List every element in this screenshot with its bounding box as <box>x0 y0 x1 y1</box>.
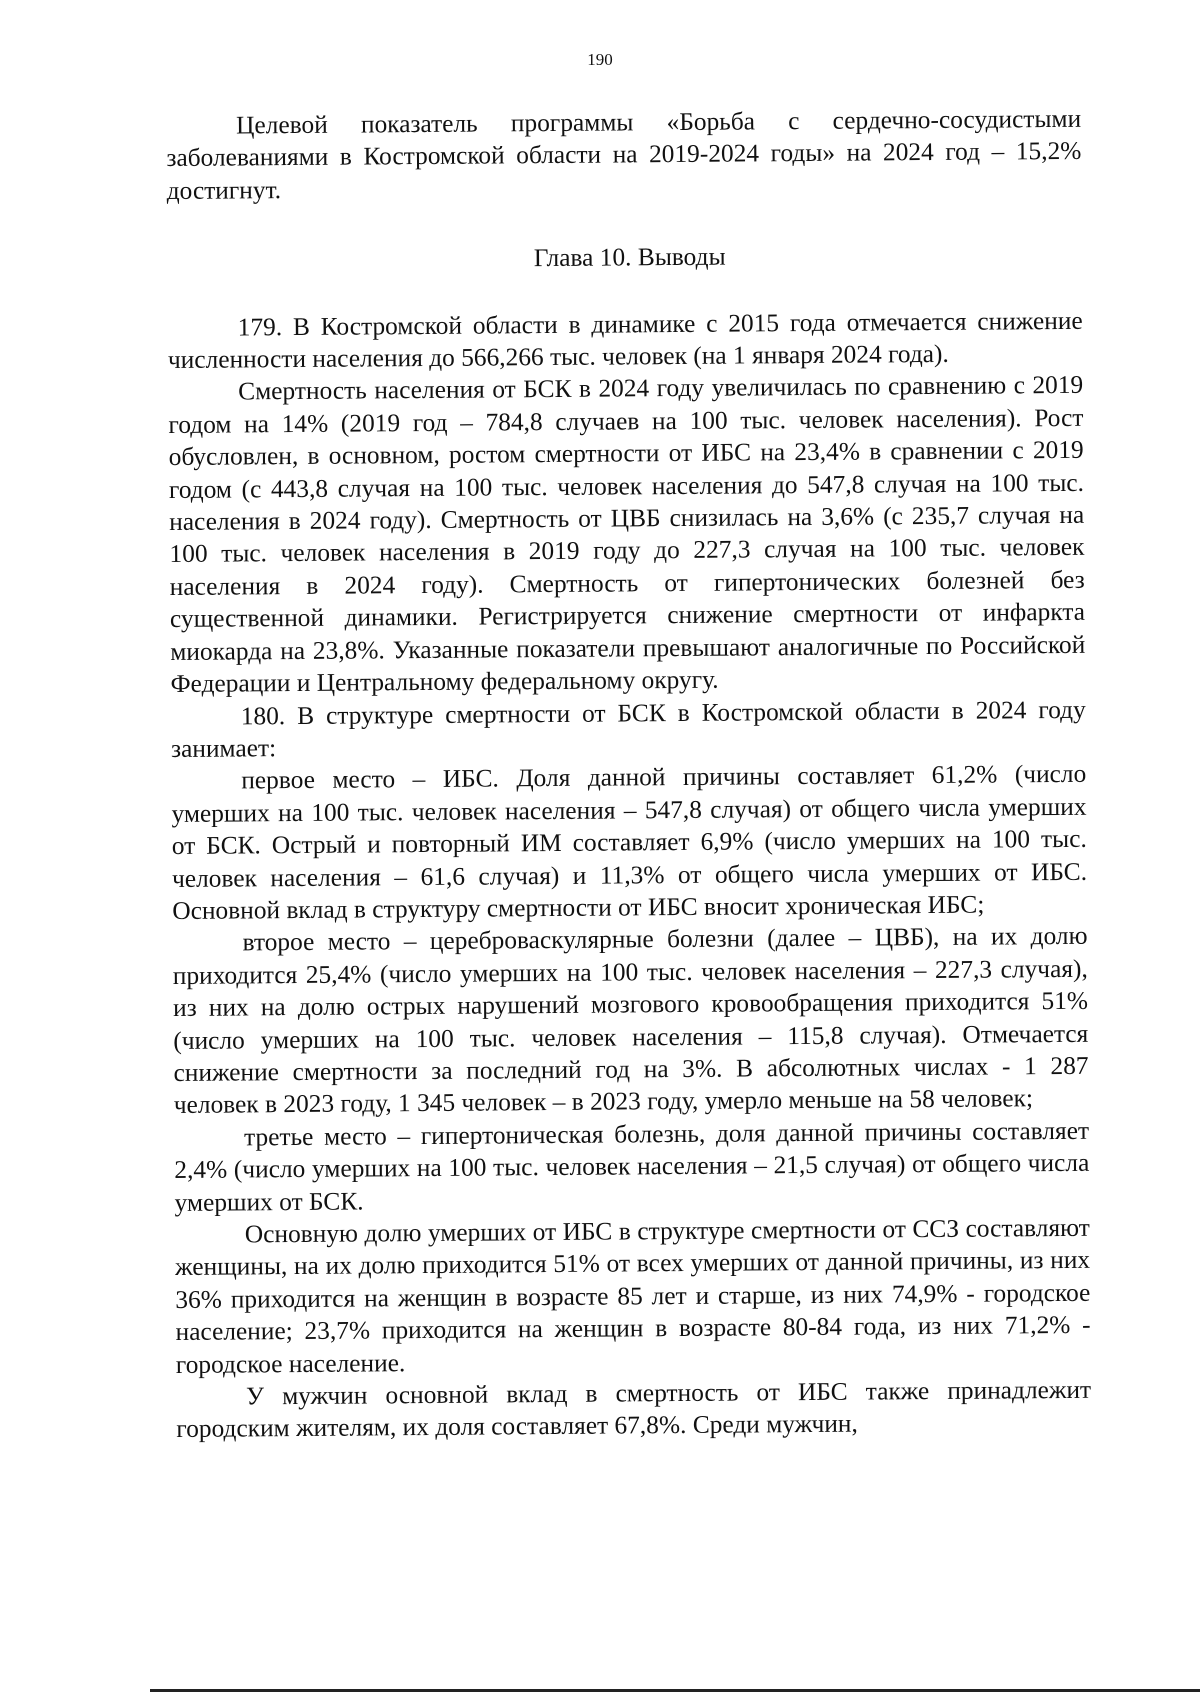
paragraph-bsk-mortality: Смертность населения от БСК в 2024 году увеличилась по сравнению с 2019 годом на 14% (2019 год – 784,8 случаев на 100 тыс. человек населения). Рост обусловлен, в основном, ростом смертности от ИБС на 23,4% в сравнении с 2019 годом (с 443,8 случая на 100 тыс. человек населения до 547,8 случая на 100 тыс. населения в 2024 году). Смертность от ЦВБ снизилась на 3,6% (с 235,7 случая на 100 тыс. человек населения в 2019 году до 227,3 случая на 100 тыс. человек населения в 2024 году). Смертность от гипертонических болезней без существенной динамики. Регистрируется снижение смертности от инфаркта миокарда на 23,8%. Указанные показатели превышают аналогичные по Российской Федерации и Центральному федеральному округу. <box>168 371 1086 699</box>
paragraph-third-place-hypertension: третье место – гипертоническая болезнь, доля данной причины составляет 2,4% (число умерших на 100 тыс. человек населения – 21,5 случая) от общего числа умерших от БСК. <box>174 1116 1090 1217</box>
paragraph-women-ibs: Основную долю умерших от ИБС в структуре смертности от ССЗ составляют женщины, на их долю приходится 51% от всех умерших от данной причины, из них 36% приходится на женщин в возрасте 85 лет и старше, из них 74,9% - городское население; 23,7% приходится на женщин в возрасте 80-84 года, из них 71,2% - городское население. <box>174 1213 1091 1379</box>
page-number: 190 <box>587 50 613 69</box>
paragraph-men-ibs: У мужчин основной вклад в смертность от ИБС также принадлежит городским жителям, их доля составляет 67,8%. Среди мужчин, <box>176 1375 1092 1444</box>
paragraph-180-structure: 180. В структуре смертности от БСК в Костромской области в 2024 году занимает: <box>170 695 1086 763</box>
page-content <box>166 103 1091 1446</box>
intro-paragraph: Целевой показатель программы «Борьба с сердечно-сосудистыми заболеваниями в Костромской области на 2019-2024 годы» на 2024 год – 15,2% достигнут. <box>166 104 1082 205</box>
paragraph-179-population: 179. В Костромской области в динамике с 2015 года отмечается снижение численности населения до 566,266 тыс. человек (на 1 января 2024 года). <box>167 306 1083 375</box>
chapter-title: Глава 10. Выводы <box>533 242 726 273</box>
bottom-scan-edge <box>150 1689 1200 1692</box>
paragraph-first-place-ibs: первое место – ИБС. Доля данной причины составляет 61,2% (число умерших на 100 тыс. человек населения – 547,8 случая) от общего числа умерших от БСК. Острый и повторный ИМ составляет 6,9% (число умерших на 100 тыс. человек населения – 61,6 случая) и 11,3% от общего числа умерших от ИБС. Основной вклад в структуру смертности от ИБС вносит хроническая ИБС; <box>171 760 1088 925</box>
paragraph-second-place-cvb: второе место – цереброваскулярные болезни (далее – ЦВБ), на их долю приходится 25,4% (число умерших на 100 тыс. человек населения – 227,3 случая), из них на долю острых нарушений мозгового кровообращения приходится 51% (число умерших на 100 тыс. человек населения – 115,8 случая). Отмечается снижение смертности за последний год на 3%. В абсолютных числах - 1 287 человек в 2023 году, 1 345 человек – в 2023 году, умерло меньше на 58 человек; <box>172 922 1089 1120</box>
